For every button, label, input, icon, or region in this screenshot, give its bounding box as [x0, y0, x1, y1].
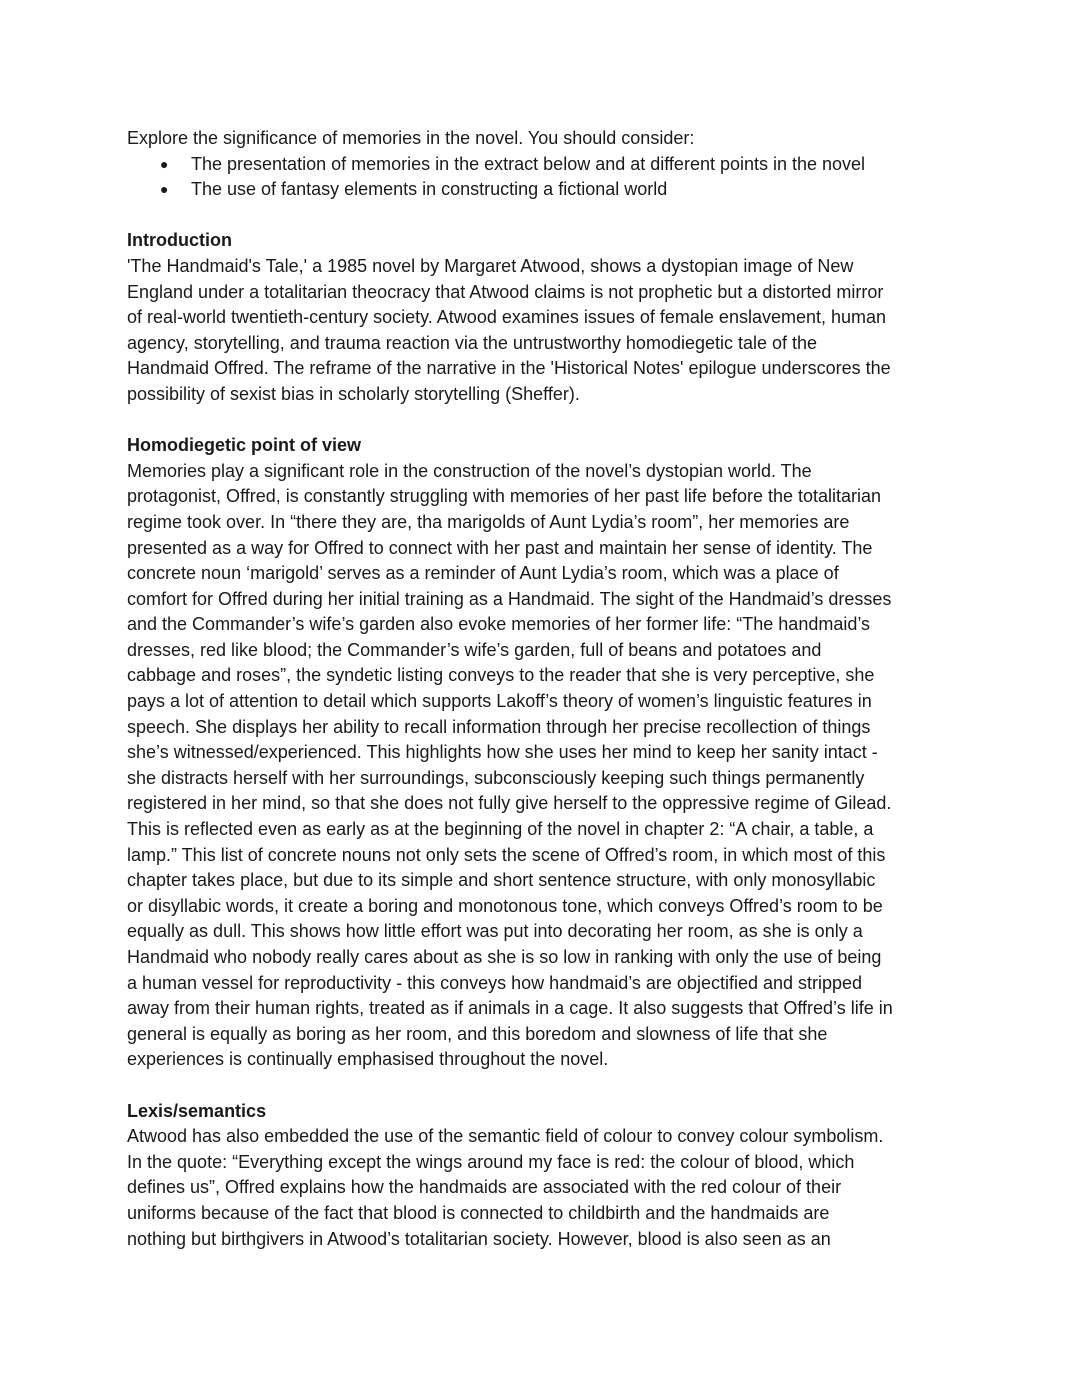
document-page [127, 126, 957, 1252]
text-line: Handmaid Offred. The reframe of the narrative in the 'Historical Notes' epilogue underscores the [127, 358, 891, 379]
list-item [127, 152, 957, 178]
text-line: she distracts herself with her surroundings, subconsciously keeping such things permanently [127, 767, 865, 788]
text-line: nothing but birthgivers in Atwood’s totalitarian society. However, blood is also seen as an [127, 1228, 831, 1249]
text-line: a human vessel for reproductivity - this conveys how handmaid’s are objectified and stripped [127, 972, 863, 993]
paragraph-gap [127, 408, 957, 434]
text-line: cabbage and roses”, the syndetic listing conveys to the reader that she is very perceptive, she [127, 665, 875, 686]
bullet-icon: ● [160, 155, 169, 172]
paragraph-gap [127, 1073, 957, 1099]
text-line: presented as a way for Offred to connect with her past and maintain her sense of identity. The [127, 537, 873, 558]
text-line: lamp.” This list of concrete nouns not only sets the scene of Offred’s room, in which most of this [127, 844, 886, 865]
text-line: comfort for Offred during her initial training as a Handmaid. The sight of the Handmaid’s dresses [127, 588, 892, 609]
section-heading-homodiegetic: Homodiegetic point of view [127, 435, 362, 456]
paragraph-gap [127, 203, 957, 229]
text-line: This is reflected even as early as at the beginning of the novel in chapter 2: “A chair, a table, a [127, 819, 874, 840]
list-item [127, 177, 957, 203]
section-body-introduction [127, 254, 957, 408]
essay-question: Explore the significance of memories in the novel. You should consider: [127, 128, 695, 148]
text-line: In the quote: “Everything except the wings around my face is red: the colour of blood, which [127, 1151, 855, 1172]
bullet-icon: ● [160, 181, 169, 198]
text-line: or disyllabic words, it create a boring and monotonous tone, which conveys Offred’s room to be [127, 895, 883, 916]
text-line: uniforms because of the fact that blood is connected to childbirth and the handmaids are [127, 1202, 830, 1223]
text-line: possibility of sexist bias in scholarly storytelling (Sheffer). [127, 383, 580, 404]
text-line: defines us”, Offred explains how the handmaids are associated with the red colour of their [127, 1177, 842, 1198]
text-line: England under a totalitarian theocracy that Atwood claims is not prophetic but a distorted mirror [127, 281, 884, 302]
text-line: dresses, red like blood; the Commander’s wife’s garden, full of beans and potatoes and [127, 639, 822, 660]
section-heading-lexis: Lexis/semantics [127, 1100, 267, 1121]
text-line: of real-world twentieth-century society. Atwood examines issues of female enslavement, human [127, 307, 887, 328]
text-line: Memories play a significant role in the construction of the novel’s dystopian world. The [127, 460, 812, 481]
text-line: she’s witnessed/experienced. This highlights how she uses her mind to keep her sanity intact - [127, 742, 878, 763]
text-line: agency, storytelling, and trauma reaction via the untrustworthy homodiegetic tale of the [127, 332, 818, 353]
consider-list [127, 152, 957, 203]
text-line: Handmaid who nobody really cares about as she is so low in ranking with only the use of being [127, 947, 882, 967]
text-line: speech. She displays her ability to recall information through her precise recollection of things [127, 716, 871, 737]
section-body-lexis [127, 1124, 957, 1252]
text-line: general is equally as boring as her room, and this boredom and slowness of life that she [127, 1023, 828, 1044]
list-item-text: The presentation of memories in the extract below and at different points in the novel [191, 153, 866, 174]
text-line: away from their human rights, treated as if animals in a cage. It also suggests that Offred’s life in [127, 998, 893, 1019]
text-line: chapter takes place, but due to its simple and short sentence structure, with only monosyllabic [127, 870, 876, 891]
section-heading-introduction: Introduction [127, 230, 232, 251]
text-line: Atwood has also embedded the use of the semantic field of colour to convey colour symbolism. [127, 1126, 884, 1147]
text-line: 'The Handmaid's Tale,' a 1985 novel by Margaret Atwood, shows a dystopian image of New [127, 255, 854, 276]
text-line: registered in her mind, so that she does not fully give herself to the oppressive regime of Gilead. [127, 793, 892, 814]
text-line: pays a lot of attention to detail which supports Lakoff’s theory of women’s linguistic features in [127, 691, 872, 712]
list-item-text: The use of fantasy elements in constructing a fictional world [191, 179, 668, 200]
text-line: concrete noun ‘marigold’ serves as a reminder of Aunt Lydia’s room, which was a place of [127, 563, 839, 584]
text-line: regime took over. In “there they are, tha marigolds of Aunt Lydia’s room”, her memories are [127, 511, 850, 532]
section-body-homodiegetic [127, 459, 957, 1073]
text-line: and the Commander’s wife’s garden also evoke memories of her former life: “The handmaid’s [127, 614, 871, 635]
text-line: equally as dull. This shows how little effort was put into decorating her room, as she is only a [127, 921, 863, 942]
text-line: experiences is continually emphasised throughout the novel. [127, 1049, 609, 1070]
text-line: protagonist, Offred, is constantly struggling with memories of her past life before the totalitarian [127, 486, 882, 507]
